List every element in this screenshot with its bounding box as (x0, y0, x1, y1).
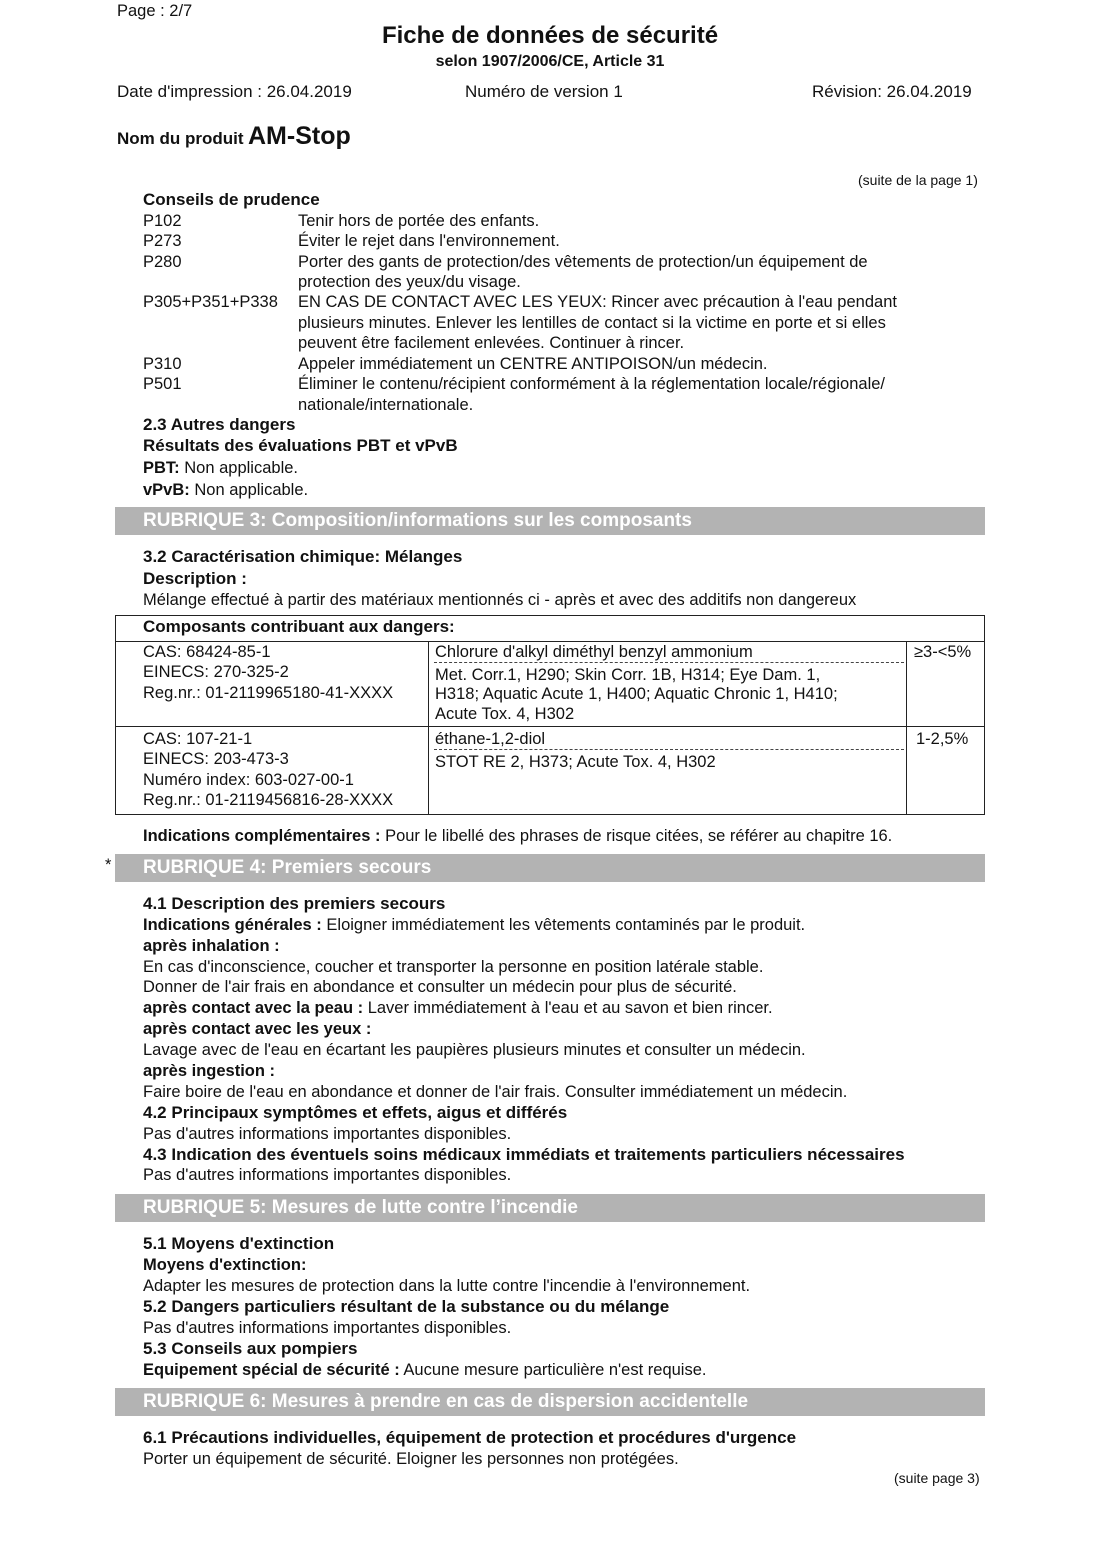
component-hazard: STOT RE 2, H373; Acute Tox. 4, H302 (435, 753, 716, 771)
extra-text: Pour le libellé des phrases de risque citées, se référer au chapitre 16. (380, 827, 893, 845)
p-code: P501 (143, 375, 182, 393)
continued-next: (suite page 3) (894, 1470, 980, 1486)
component-id: EINECS: 203-473-3 (143, 750, 289, 768)
pbt-heading: Résultats des évaluations PBT et vPvB (143, 436, 458, 455)
pbt-line (143, 458, 298, 479)
p-text: Éliminer le contenu/récipient conformément à la réglementation locale/régionale/ (298, 375, 885, 393)
revision-date: Révision: 26.04.2019 (812, 82, 972, 101)
section-4-2-text: Pas d'autres informations importantes disponibles. (143, 1125, 512, 1143)
p-code: P280 (143, 253, 182, 271)
component-hazard: Met. Corr.1, H290; Skin Corr. 1B, H314; Eye Dam. 1, (435, 666, 821, 684)
ingestion-text: Faire boire de l'eau en abondance et donner de l'air frais. Consulter immédiatement un médecin. (143, 1083, 848, 1101)
component-id: CAS: 107-21-1 (143, 730, 253, 748)
eye-contact-label: après contact avec les yeux : (143, 1020, 372, 1038)
p-text: Tenir hors de portée des enfants. (298, 212, 540, 230)
component-concentration: ≥3-<5% (914, 643, 972, 661)
page-number: Page : 2/7 (117, 2, 193, 20)
continued-from: (suite de la page 1) (858, 172, 978, 188)
eye-contact-text: Lavage avec de l'eau en écartant les paupières plusieurs minutes et consulter un médecin. (143, 1041, 806, 1059)
component-id: Reg.nr.: 01-2119965180-41-XXXX (143, 684, 394, 702)
section-4-3-heading: 4.3 Indication des éventuels soins médicaux immédiats et traitements particuliers nécessaires (143, 1145, 905, 1164)
inhalation-text: En cas d'inconscience, coucher et transporter la personne en position latérale stable. (143, 958, 764, 976)
extra-indications (143, 826, 892, 847)
section-5-1-heading: 5.1 Moyens d'extinction (143, 1234, 335, 1253)
section-6-1-text: Porter un équipement de sécurité. Eloigner les personnes non protégées. (143, 1450, 679, 1468)
extra-label: Indications complémentaires : (143, 827, 381, 845)
section-3-banner: RUBRIQUE 3: Composition/informations sur les composants (115, 507, 985, 535)
section-2-3-heading: 2.3 Autres dangers (143, 415, 296, 434)
table-header: Composants contribuant aux dangers: (143, 617, 455, 636)
p-text: plusieurs minutes. Enlever les lentilles de contact si la victime en porte et si elles (298, 314, 886, 332)
vpvb-line (143, 480, 308, 501)
p-code: P273 (143, 232, 182, 250)
vpvb-value: Non applicable. (189, 481, 309, 499)
version-number: Numéro de version 1 (465, 82, 623, 101)
p-text: protection des yeux/du visage. (298, 273, 521, 291)
general-indications (143, 915, 805, 936)
section-3-2-heading: 3.2 Caractérisation chimique: Mélanges (143, 547, 463, 566)
component-id: EINECS: 270-325-2 (143, 663, 289, 681)
components-table (115, 615, 985, 815)
general-label: Indications générales : (143, 916, 322, 934)
special-equipment (143, 1360, 706, 1381)
general-text: Eloigner immédiatement les vêtements contaminés par le produit. (321, 916, 806, 934)
section-5-2-heading: 5.2 Dangers particuliers résultant de la substance ou du mélange (143, 1297, 670, 1316)
description-label: Description : (143, 569, 247, 588)
pbt-value: Non applicable. (179, 459, 298, 477)
p-text: Porter des gants de protection/des vêtements de protection/un équipement de (298, 253, 868, 271)
product-label: Nom du produit (117, 129, 244, 148)
component-name: éthane-1,2-diol (435, 730, 546, 748)
component-id: Reg.nr.: 01-2119456816-28-XXXX (143, 791, 394, 809)
extinction-label: Moyens d'extinction: (143, 1256, 307, 1274)
vpvb-label: vPvB: (143, 481, 190, 499)
component-hazard: Acute Tox. 4, H302 (435, 705, 575, 723)
section-4-banner: RUBRIQUE 4: Premiers secours (115, 854, 985, 882)
description-text: Mélange effectué à partir des matériaux mentionnés ci - après et avec des additifs non dangereux (143, 591, 857, 609)
section-5-3-heading: 5.3 Conseils aux pompiers (143, 1339, 358, 1358)
equipment-label: Equipement spécial de sécurité : (143, 1361, 400, 1379)
component-name: Chlorure d'alkyl diméthyl benzyl ammonium (435, 643, 753, 661)
skin-contact (143, 998, 773, 1019)
conseils-heading: Conseils de prudence (143, 190, 320, 209)
p-text: Appeler immédiatement un CENTRE ANTIPOISON/un médecin. (298, 355, 768, 373)
p-text: Éviter le rejet dans l'environnement. (298, 232, 560, 250)
section-6-1-heading: 6.1 Précautions individuelles, équipement de protection et procédures d'urgence (143, 1428, 797, 1447)
inhalation-text: Donner de l'air frais en abondance et consulter un médecin pour plus de sécurité. (143, 978, 737, 996)
p-code: P102 (143, 212, 182, 230)
equipment-text: Aucune mesure particulière n'est requise. (399, 1361, 707, 1379)
component-id: CAS: 68424-85-1 (143, 643, 271, 661)
section-4-3-text: Pas d'autres informations importantes disponibles. (143, 1166, 512, 1184)
component-id: Numéro index: 603-027-00-1 (143, 771, 354, 789)
pbt-label: PBT: (143, 459, 180, 477)
section-5-banner: RUBRIQUE 5: Mesures de lutte contre l’incendie (115, 1194, 985, 1222)
p-text: nationale/internationale. (298, 396, 474, 414)
inhalation-label: après inhalation : (143, 937, 280, 955)
component-concentration: 1-2,5% (916, 730, 969, 748)
section-4-1-heading: 4.1 Description des premiers secours (143, 894, 446, 913)
section-5-2-text: Pas d'autres informations importantes disponibles. (143, 1319, 512, 1337)
p-code: P305+P351+P338 (143, 293, 278, 311)
document-title: Fiche de données de sécurité (381, 22, 719, 49)
product-name: AM-Stop (247, 122, 351, 150)
p-text: peuvent être facilement enlevées. Continuer à rincer. (298, 334, 685, 352)
extinction-text: Adapter les mesures de protection dans la lutte contre l'incendie à l'environnement. (143, 1277, 751, 1295)
skin-text: Laver immédiatement à l'eau et au savon et bien rincer. (363, 999, 773, 1017)
p-code: P310 (143, 355, 182, 373)
component-hazard: H318; Aquatic Acute 1, H400; Aquatic Chronic 1, H410; (435, 685, 838, 703)
product-line (117, 122, 351, 151)
p-text: EN CAS DE CONTACT AVEC LES YEUX: Rincer avec précaution à l'eau pendant (298, 293, 897, 311)
ingestion-label: après ingestion : (143, 1062, 276, 1080)
document-subtitle: selon 1907/2006/CE, Article 31 (435, 53, 665, 70)
skin-label: après contact avec la peau : (143, 999, 364, 1017)
revision-marker: * (105, 856, 112, 874)
section-6-banner: RUBRIQUE 6: Mesures à prendre en cas de dispersion accidentelle (115, 1388, 985, 1416)
section-4-2-heading: 4.2 Principaux symptômes et effets, aigus et différés (143, 1103, 568, 1122)
print-date: Date d'impression : 26.04.2019 (117, 82, 352, 101)
